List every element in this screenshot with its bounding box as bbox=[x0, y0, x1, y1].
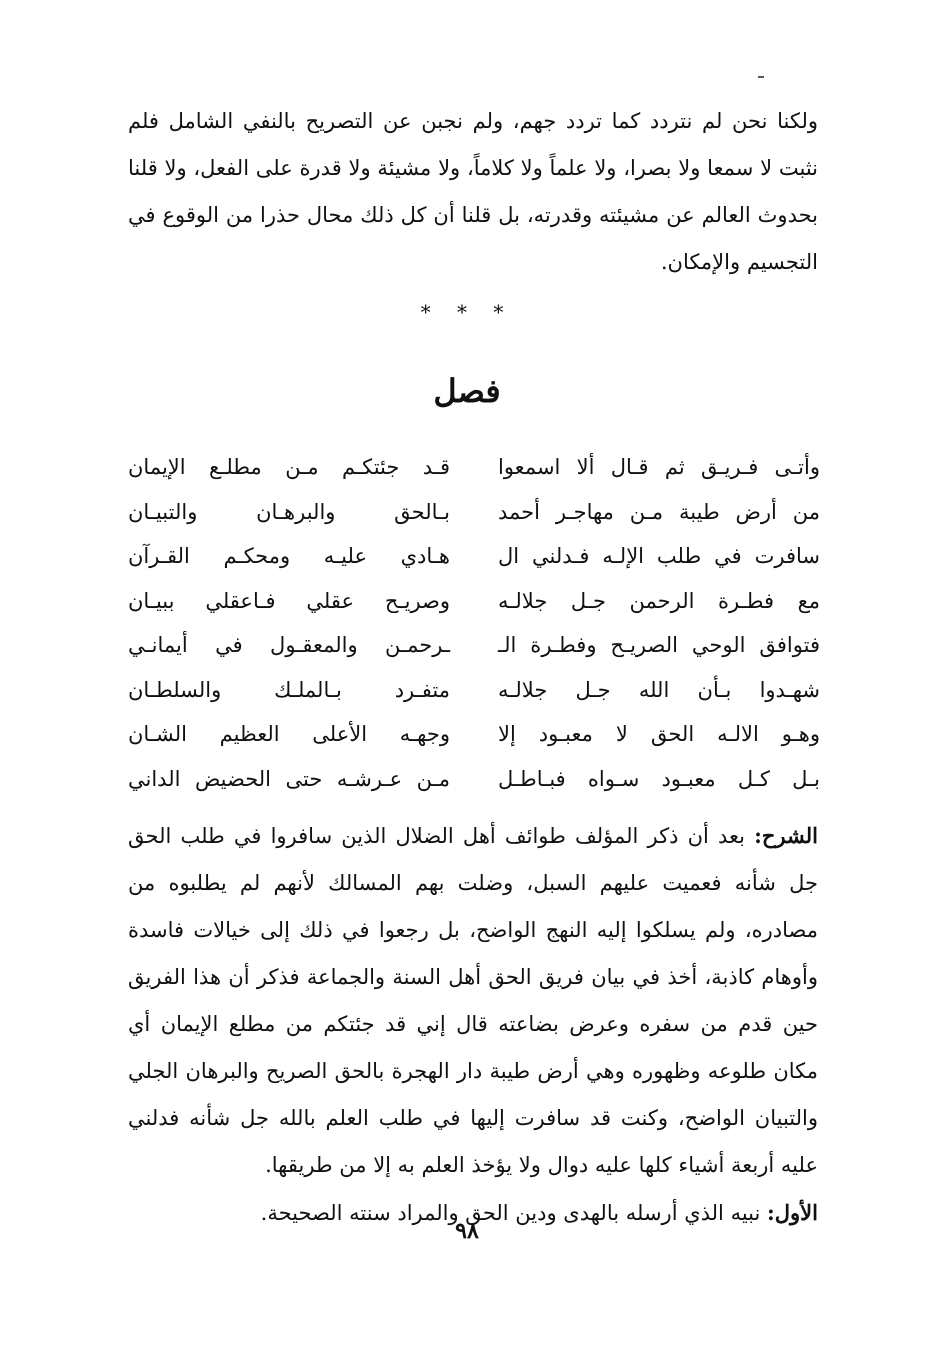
scan-mark bbox=[758, 76, 764, 78]
verse-first-hemistich: بـل كـل معبـود سـواه فبـاطـل bbox=[498, 766, 820, 791]
verse bbox=[128, 668, 820, 713]
page-number: ٩٨ bbox=[455, 1218, 479, 1244]
verse-second-hemistich: مـن عـرشـه حتى الحضيض الداني bbox=[128, 766, 450, 791]
verse-second-hemistich: قـد جئتكـم مـن مطلـع الإيمان bbox=[128, 455, 450, 480]
verse bbox=[128, 445, 820, 490]
verse-second-hemistich: هـادي عليـه ومحكـم القـرآن bbox=[128, 544, 450, 569]
commentary-label: الشرح: bbox=[754, 823, 818, 848]
verse-second-hemistich: وصريـح عقلي فـاعقلي ببيـان bbox=[128, 588, 450, 613]
intro-paragraph bbox=[128, 98, 818, 286]
first-point-paragraph bbox=[128, 1168, 818, 1258]
verse-first-hemistich: وأتـى فـريـق ثم قـال ألا اسمعوا bbox=[498, 455, 820, 480]
intro-text: ولكنا نحن لم نتردد كما تردد جهم، ولم نجبن عن التصريح بالنفي الشامل فلم نثبت لا سمعا ولا بصرا، ولا علماً ولا كلاماً، ولا مشيئة ولا قدرة على الفعل، ولا قلنا بحدوث العالم عن مشيئته وقدرته، بل قلنا أن كل ذلك محال حذرا من الوقوع في التجسيم والإمكان. bbox=[128, 109, 818, 274]
verse bbox=[128, 534, 820, 579]
verse-second-hemistich: متفـرد بـالملـك والسلطـان bbox=[128, 677, 450, 702]
section-heading: فصل bbox=[433, 372, 501, 410]
verse-first-hemistich: شهـدوا بـأن الله جـل جلالـه bbox=[498, 677, 820, 702]
poem bbox=[128, 445, 820, 801]
commentary-text: بعد أن ذكر المؤلف طوائف أهل الضلال الذين سافروا في طلب الحق جل شأنه فعميت عليهم السبل، وضلت بهم المسالك لأنهم لم يطلبوه من مصادره، ولم يسلكوا إليه النهج الواضح، بل رجعوا في ذلك إلى خيالات فاسدة وأوهام كاذبة، أخذ في بيان فريق الحق أهل السنة والجماعة فذكر أن هذا الفريق حين قدم من سفره وعرض بضاعته قال إني قد جئتكم من مطلع الإيمان أي مكان طلوعه وظهوره وهي أرض طيبة دار الهجرة بالحق الصريح والبرهان الجلي والتبيان الواضح، وكنت قد سافرت إليها في طلب العلم بالله جل شأنه فدلني عليه أربعة أشياء كلها عليه دوال ولا يؤخذ العلم به إلا من طريقها. bbox=[128, 824, 818, 1177]
first-point-label: الأول: bbox=[767, 1200, 818, 1225]
verse-second-hemistich: ـرحمـن والمعقـول في أيمانـي bbox=[128, 633, 450, 658]
first-point-text: نبيه الذي أرسله بالهدى ودين الحق والمراد سنته الصحيحة. bbox=[260, 1201, 768, 1225]
verse bbox=[128, 579, 820, 624]
verse-second-hemistich: وجهـه الأعلى العظيم الشـان bbox=[128, 722, 450, 747]
commentary-paragraph bbox=[128, 812, 818, 1189]
verse-first-hemistich: وهـو الالـه الحق لا معبـود إلا bbox=[498, 722, 820, 747]
verse-first-hemistich: من أرض طيبة مـن مهاجـر أحمد bbox=[498, 499, 820, 524]
verse bbox=[128, 712, 820, 757]
verse bbox=[128, 490, 820, 535]
verse bbox=[128, 757, 820, 802]
section-separator: * * * bbox=[420, 300, 514, 324]
verse-second-hemistich: بـالحق والبرهـان والتبيـان bbox=[128, 499, 450, 524]
verse-first-hemistich: مع فطـرة الرحمن جـل جلالـه bbox=[498, 588, 820, 613]
verse bbox=[128, 623, 820, 668]
verse-first-hemistich: سافرت في طلب الإلـه فـدلني ال bbox=[498, 544, 820, 569]
verse-first-hemistich: فتوافق الوحي الصريـح وفطـرة الـ bbox=[498, 633, 820, 658]
